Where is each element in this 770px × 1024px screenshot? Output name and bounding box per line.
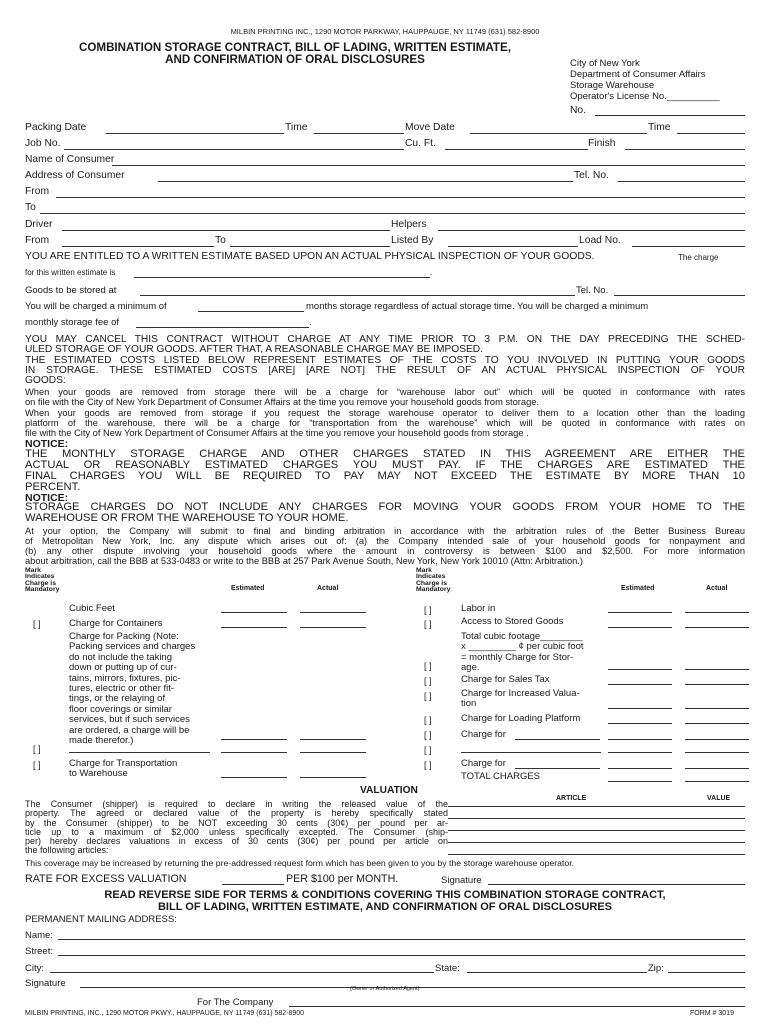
- estimate-fee-field[interactable]: [134, 277, 430, 278]
- total-charges-label: TOTAL CHARGES: [461, 771, 541, 782]
- access-checkbox[interactable]: [ ]: [424, 619, 432, 629]
- labor-in-actual[interactable]: [685, 612, 749, 613]
- move-time-field[interactable]: [677, 133, 745, 134]
- to2-label: To: [215, 235, 226, 246]
- labor-line-2: on file with the City of New York Department of Consumer Affairs at the time you remove your household goods from storage.: [25, 397, 539, 407]
- cu-ft-label: Cu. Ft.: [405, 138, 436, 149]
- valuation-charge-label: [461, 689, 580, 710]
- left-blank-estimated[interactable]: [221, 752, 287, 753]
- bottom-printer-line: MILBIN PRINTING, INC., 1290 MOTOR PKWY., HAUPPAUGE, NY 11749 (631) 582-8900: [25, 1010, 305, 1017]
- mail-city-label: City:: [25, 963, 44, 974]
- right-estimated-header: Estimated: [621, 585, 655, 592]
- to-label: To: [25, 202, 36, 213]
- mark-1: Mark: [416, 567, 432, 574]
- title-line-2: AND CONFIRMATION OF ORAL DISCLOSURES: [165, 53, 425, 66]
- packing-note-3: do not include the taking: [69, 651, 172, 663]
- sales-tax-estimated[interactable]: [608, 684, 672, 685]
- access-actual[interactable]: [685, 627, 749, 628]
- cubic-feet-estimated[interactable]: [221, 612, 287, 613]
- notice-1-heading: NOTICE:: [25, 438, 69, 450]
- mark-4: Mandatory: [25, 586, 60, 594]
- rate-excess-per: PER $100 per MONTH.: [286, 873, 399, 885]
- printer-line: MILBIN PRINTING INC., 1290 MOTOR PARKWAY, HAUPPAUGE, NY 11749 (631) 582-8900: [230, 27, 540, 36]
- transport-line-2: platform of the warehouse, there will be a charge for “transportation from the warehouse” which will be quoted in conformance with rates on: [25, 418, 745, 428]
- cubic-footage-calc: [461, 632, 607, 674]
- monthly-fee-period: .: [309, 317, 312, 328]
- notice-2-line-1: STORAGE CHARGES DO NOT INCLUDE ANY CHARGES FOR MOVING YOUR GOODS FROM YOUR HOME TO THE: [25, 502, 745, 513]
- labor-out-paragraph: [25, 387, 745, 407]
- transport-actual[interactable]: [300, 777, 366, 778]
- arbitration-line-1: At your option, the Company will submit to final and binding arbitration in accordance with the arbitration rules of the Better Business Bureau: [25, 526, 745, 536]
- right-blank-estimated[interactable]: [608, 752, 672, 753]
- valuation-actual[interactable]: [685, 708, 749, 709]
- number-field[interactable]: [595, 115, 745, 116]
- cancel-line-1: YOU MAY CANCEL THIS CONTRACT WITHOUT CHARGE AT ANY TIME PRIOR TO 3 P.M. ON THE DAY PRECEDING THE SCHED-: [25, 335, 745, 345]
- transport-paragraph: [25, 408, 745, 438]
- agency-storage: Storage Warehouse: [570, 80, 655, 91]
- sales-tax-label: Charge for Sales Tax: [461, 674, 550, 685]
- cubic-calc-2: x _________ ¢ per cubic foot: [461, 641, 584, 653]
- valuation-line-3: by the Consumer (shipper) to be NOT exceeding 30 cents (30¢) per pound per ar-: [25, 818, 448, 828]
- load-no-label: Load No.: [579, 235, 621, 246]
- right-blank-actual[interactable]: [685, 752, 749, 753]
- mail-street-label: Street:: [25, 946, 53, 957]
- charge-for-2-actual[interactable]: [685, 768, 749, 769]
- valuation-checkbox[interactable]: [ ]: [424, 691, 432, 701]
- to2-field[interactable]: [230, 246, 390, 247]
- left-mark-header: [25, 568, 59, 594]
- packing-note-1: Charge for Packing (Note:: [69, 631, 179, 642]
- goods-stored-label: Goods to be stored at: [25, 285, 117, 296]
- agency-block: [570, 58, 720, 102]
- goods-stored-field[interactable]: [140, 295, 575, 296]
- notice-1-line-2: ACTUAL OR REASONABLY ESTIMATED CHARGES YOU MUST PAY. IF THE CHARGES ARE ESTIMATED THE: [25, 460, 745, 471]
- company-signature-field[interactable]: [289, 1006, 745, 1007]
- mark-3: Charge is: [25, 579, 56, 587]
- containers-actual[interactable]: [300, 627, 366, 628]
- charge-for-1-actual[interactable]: [685, 739, 749, 740]
- total-actual[interactable]: [685, 781, 749, 782]
- packing-note-2: Packing services and charges: [69, 641, 196, 653]
- loading-estimated[interactable]: [608, 723, 672, 724]
- valuation-paragraph: [25, 800, 448, 856]
- arbitration-line-3: (b) any other dispute involving your household goods where the amount in controversy is between $100 and $2,500. For more information: [25, 546, 745, 556]
- containers-estimated[interactable]: [221, 627, 287, 628]
- from-field[interactable]: [56, 197, 745, 198]
- article-line-4[interactable]: [448, 842, 745, 843]
- listed-by-field[interactable]: [448, 246, 578, 247]
- rate-excess-field[interactable]: [222, 884, 284, 885]
- cu-ft-field[interactable]: [445, 149, 588, 150]
- mark-4: Mandatory: [416, 586, 451, 594]
- left-blank-checkbox[interactable]: [ ]: [33, 744, 41, 754]
- transport-label-2: to Warehouse: [69, 768, 128, 780]
- article-line-3[interactable]: [448, 830, 745, 831]
- labor-line-1: When your goods are removed from storage there will be a charge for “warehouse labor out” which will be quoted in conformance with rates: [25, 387, 745, 397]
- estimated-costs-notice: [25, 356, 745, 386]
- title-line-1: COMBINATION STORAGE CONTRACT, BILL OF LADING, WRITTEN ESTIMATE,: [79, 41, 511, 54]
- sales-tax-actual[interactable]: [685, 684, 749, 685]
- storage-tel-label: Tel. No.: [576, 285, 609, 296]
- loading-actual[interactable]: [685, 723, 749, 724]
- charge-for-2-label: Charge for: [461, 758, 506, 769]
- cubic-calc-1: Total cubic footage________: [461, 631, 583, 642]
- estimate-fee-period: .: [430, 268, 433, 277]
- notice-2-text: [25, 502, 745, 524]
- from2-field[interactable]: [62, 246, 214, 247]
- job-no-field[interactable]: [64, 149, 404, 150]
- packing-note-7: tings, or the relaying of: [69, 693, 166, 705]
- left-estimated-header: Estimated: [231, 585, 265, 592]
- charge-for-1-field[interactable]: [515, 739, 600, 740]
- article-line-2[interactable]: [448, 818, 745, 819]
- valuation-signature-label: Signature: [441, 875, 482, 886]
- article-header: ARTICLE: [556, 795, 587, 802]
- mail-state-label: State:: [435, 963, 460, 974]
- total-estimated[interactable]: [608, 781, 672, 782]
- storage-checkbox[interactable]: [ ]: [424, 661, 432, 671]
- right-blank-checkbox[interactable]: [ ]: [424, 745, 432, 755]
- notice-1-text: [25, 449, 745, 493]
- valuation-line-4: ticle up to a maximum of $2,000 unless specifically excepted. The Consumer (ship-: [25, 827, 448, 837]
- notice-1-line-1: THE MONTHLY STORAGE CHARGE AND OTHER CHARGES STATED IN THIS AGREEMENT ARE EITHER THE: [25, 449, 745, 460]
- left-blank-actual[interactable]: [300, 752, 366, 753]
- article-line-5[interactable]: [448, 854, 745, 855]
- mail-name-label: Name:: [25, 930, 53, 941]
- charge-for-2-checkbox[interactable]: [ ]: [424, 760, 432, 770]
- cubic-feet-actual[interactable]: [300, 612, 366, 613]
- arbitration-line-4: about arbitration, call the BBB at 533-0483 or write to the BBB at 257 Park Avenue South, New York, New York 10010 (Attn: Arbitration.): [25, 556, 583, 566]
- mark-2: Indicates: [25, 573, 55, 581]
- address-of-consumer-label: Address of Consumer: [25, 170, 125, 181]
- valuation-estimated[interactable]: [608, 708, 672, 709]
- rate-excess-label: RATE FOR EXCESS VALUATION: [25, 873, 187, 885]
- packing-note: [69, 632, 215, 746]
- move-date-label: Move Date: [405, 122, 455, 133]
- helpers-field[interactable]: [438, 230, 745, 231]
- notice-1-line-3: FINAL CHARGES YOU WILL BE REQUIRED TO PAY MAY NOT EXCEED THE ESTIMATE BY MORE THAN 10: [25, 471, 745, 482]
- read-reverse-notice: [25, 890, 745, 913]
- minimum-months-text: months storage regardless of actual storage time. You will be charged a minimum: [306, 301, 649, 312]
- packing-note-6: tures, electric or other fit-: [69, 683, 175, 695]
- valuation-line-6: the following articles:: [25, 845, 109, 856]
- valuation-heading: VALUATION: [360, 785, 418, 796]
- form-number: FORM # 3019: [690, 1010, 734, 1017]
- operator-license: Operator's License No.__________: [570, 91, 720, 102]
- mark-1: Mark: [25, 567, 41, 574]
- mail-street-field[interactable]: [58, 955, 745, 956]
- transport-line-1: When your goods are removed from storage if you request the storage warehouse operator to deliver them to a location other than the loading: [25, 408, 745, 418]
- notice-2-line-2: WAREHOUSE OR FROM THE WAREHOUSE TO YOUR HOME.: [25, 512, 349, 524]
- cancel-line-2: ULED STORAGE OF YOUR GOODS. AFTER THAT, A REASONABLE CHARGE MAY BE IMPOSED.: [25, 344, 483, 355]
- packing-date-label: Packing Date: [25, 122, 87, 133]
- containers-label: Charge for Containers: [69, 618, 163, 629]
- charge-for-1-label: Charge for: [461, 729, 506, 740]
- loading-checkbox[interactable]: [ ]: [424, 715, 432, 725]
- valuation-signature-field[interactable]: [488, 884, 745, 885]
- transport-checkbox[interactable]: [ ]: [33, 760, 41, 770]
- storage-actual[interactable]: [685, 669, 749, 670]
- mark-2: Indicates: [416, 573, 446, 581]
- estimated-line-2: IN STORAGE. THESE ESTIMATED COSTS [ARE] [ARE NOT] THE RESULT OF AN ACTUAL PHYSICAL INSPECTION OF YOUR: [25, 366, 745, 376]
- estimate-notice: YOU ARE ENTITLED TO A WRITTEN ESTIMATE BASED UPON AN ACTUAL PHYSICAL INSPECTION OF YOUR GOODS.: [25, 251, 595, 262]
- mail-zip-field[interactable]: [668, 972, 745, 973]
- charge-for-2-field[interactable]: [515, 768, 600, 769]
- transport-label-1: Charge for Transportation: [69, 758, 178, 769]
- agency-city: City of New York: [570, 58, 640, 69]
- packing-date-field[interactable]: [106, 133, 284, 134]
- storage-tel-field[interactable]: [614, 295, 745, 296]
- permanent-address-label: PERMANENT MAILING ADDRESS:: [25, 914, 177, 925]
- job-no-label: Job No.: [25, 138, 61, 149]
- valuation-line-1: The Consumer (shipper) is required to declare in writing the released value of the: [25, 800, 448, 809]
- mark-3: Charge is: [416, 579, 447, 587]
- mail-name-field[interactable]: [58, 939, 745, 940]
- right-actual-header: Actual: [706, 585, 728, 592]
- mail-zip-label: Zip:: [648, 963, 664, 974]
- packing-note-5: tains, mirrors, fixtures, pic-: [69, 672, 181, 684]
- packing-estimated[interactable]: [221, 739, 287, 740]
- owner-signature-label: Signature: [25, 978, 66, 989]
- number-label: No.: [570, 105, 587, 116]
- transport-label: [69, 759, 177, 780]
- access-label: Access to Stored Goods: [461, 616, 564, 627]
- packing-note-4: down or putting up of cur-: [69, 662, 177, 674]
- coverage-text: This coverage may be increased by returning the pre-addressed request form which has been given to you by the storage warehouse operator.: [25, 858, 575, 868]
- cancel-notice: [25, 335, 745, 355]
- finish-label: Finish: [588, 138, 616, 149]
- name-of-consumer-field[interactable]: [112, 165, 745, 166]
- packing-actual[interactable]: [300, 739, 366, 740]
- arbitration-line-2: of Metropolitan New York, Inc. any dispute which arises out of: (a) the Company intended sale of your household goods for nonpayment and: [25, 536, 745, 546]
- loading-label: Charge for Loading Platform: [461, 713, 581, 724]
- address-of-consumer-field[interactable]: [158, 181, 573, 182]
- charge-for-2-estimated[interactable]: [608, 768, 672, 769]
- left-blank-charge-field[interactable]: [69, 752, 210, 753]
- left-actual-header: Actual: [317, 585, 339, 592]
- cubic-feet-label: Cubic Feet: [69, 603, 115, 614]
- read-reverse-line-1: READ REVERSE SIDE FOR TERMS & CONDITIONS COVERING THIS COMBINATION STORAGE CONTRACT,: [104, 889, 666, 901]
- to-field[interactable]: [40, 213, 745, 214]
- consumer-tel-field[interactable]: [618, 181, 745, 182]
- move-time-label: Time: [648, 122, 671, 133]
- access-estimated[interactable]: [608, 627, 672, 628]
- load-no-field[interactable]: [632, 246, 745, 247]
- monthly-fee-field[interactable]: [136, 327, 309, 328]
- cubic-calc-4: age.: [461, 662, 480, 674]
- cubic-calc-3: = monthly Charge for Stor-: [461, 651, 574, 663]
- driver-label: Driver: [25, 219, 53, 230]
- valuation-line-2: property. The agreed or declared value of the property is hereby specifically stated: [25, 809, 448, 819]
- mail-state-field[interactable]: [467, 972, 647, 973]
- finish-field[interactable]: [625, 149, 745, 150]
- charge-for-1-estimated[interactable]: [608, 739, 672, 740]
- article-line-1[interactable]: [448, 806, 745, 807]
- read-reverse-line-2: BILL OF LADING, WRITTEN ESTIMATE, AND CONFIRMATION OF ORAL DISCLOSURES: [157, 900, 613, 913]
- valuation-charge-1: Charge for Increased Valua-: [461, 688, 580, 699]
- containers-checkbox[interactable]: [ ]: [33, 619, 41, 629]
- mail-city-field[interactable]: [50, 972, 434, 973]
- owner-caption: (Owner or Authorized Agent): [350, 986, 420, 992]
- name-of-consumer-label: Name of Consumer: [25, 154, 115, 165]
- labor-in-label: Labor in: [461, 603, 496, 614]
- transport-line-3: file with the City of New York Department of Consumer Affairs at the time you remove your household goods from storage .: [25, 428, 529, 438]
- monthly-fee-label: monthly storage fee of: [25, 317, 119, 328]
- packing-time-label: Time: [285, 122, 308, 133]
- minimum-months-label: You will be charged a minimum of: [25, 301, 167, 312]
- from-label: From: [25, 186, 50, 197]
- packing-note-9: services, but if such services: [69, 714, 190, 726]
- form-title: [20, 42, 570, 66]
- agency-department: Department of Consumer Affairs: [570, 69, 706, 80]
- packing-note-8: floor coverings or similar: [69, 703, 172, 715]
- move-date-field[interactable]: [470, 133, 647, 134]
- packing-note-11: made therefor.): [69, 735, 134, 747]
- storage-estimated[interactable]: [608, 669, 672, 670]
- the-charge-text: The charge: [678, 253, 719, 262]
- helpers-label: Helpers: [391, 219, 427, 230]
- driver-field[interactable]: [62, 230, 390, 231]
- company-signature-label: For The Company: [197, 997, 274, 1008]
- estimated-line-3: GOODS:: [25, 375, 66, 386]
- notice-1-line-4: PERCENT.: [25, 481, 81, 493]
- consumer-tel-label: Tel. No.: [574, 170, 609, 181]
- right-blank-charge-field[interactable]: [461, 752, 601, 753]
- valuation-line-5: per) hereby declares valuations in excess of 30 cents (30¢) per pound per article on: [25, 837, 448, 847]
- packing-note-10: are ordered, a charge will be: [69, 724, 190, 736]
- labor-in-checkbox[interactable]: [ ]: [424, 605, 432, 615]
- packing-time-field[interactable]: [314, 133, 404, 134]
- transport-estimated[interactable]: [221, 777, 287, 778]
- notice-2-heading: NOTICE:: [25, 492, 69, 504]
- estimate-fee-label: for this written estimate is: [25, 268, 116, 277]
- value-header: VALUE: [707, 795, 731, 802]
- sales-tax-checkbox[interactable]: [ ]: [424, 676, 432, 686]
- estimated-line-1: THE ESTIMATED COSTS LISTED BELOW REPRESENT ESTIMATES OF THE COSTS TO YOU INVOLVED IN PUTTING YOUR GOODS: [25, 356, 745, 366]
- arbitration-paragraph: [25, 526, 745, 566]
- listed-by-label: Listed By: [391, 235, 434, 246]
- valuation-charge-2: tion: [461, 698, 477, 710]
- labor-in-estimated[interactable]: [608, 612, 672, 613]
- minimum-months-field[interactable]: [198, 311, 304, 312]
- right-mark-header: [416, 568, 450, 594]
- charge-for-1-checkbox[interactable]: [ ]: [424, 730, 432, 740]
- from2-label: From: [25, 235, 50, 246]
